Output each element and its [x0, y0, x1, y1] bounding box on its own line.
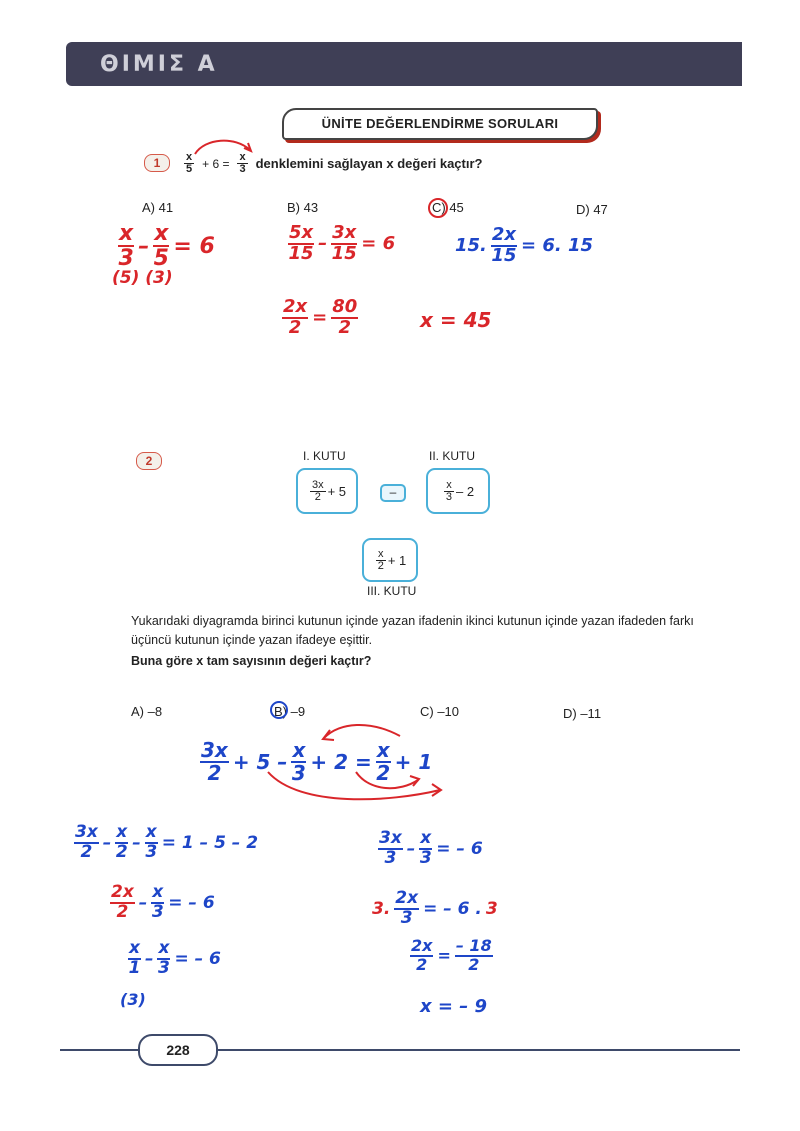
- page-number: 228: [138, 1034, 218, 1066]
- q2-work-left-3: x 1 – $\frac{x}{3}$ = – 6: [128, 938, 221, 978]
- question-1-number: 1: [144, 154, 170, 172]
- question-2-number: 2: [136, 452, 162, 470]
- q2-work-right-1: 3x 3 – $\frac{x}{3}$ = – 6: [379, 828, 483, 868]
- q2-option-a[interactable]: A) –8: [131, 704, 163, 719]
- q1-option-d[interactable]: D) 47: [576, 202, 608, 217]
- section-title: ÜNİTE DEĞERLENDİRME SORULARI: [321, 116, 559, 131]
- q2-work-left-mult: (3): [120, 990, 146, 1009]
- q2-option-c[interactable]: C) –10: [420, 704, 460, 719]
- box-2: $\frac{x}{3}$ – 2: [426, 468, 490, 514]
- q1-work-line-c: 15. $\frac{2x}{15}$ = 6. 15: [455, 224, 594, 266]
- q2-work-left-2: 2x 2 – $\frac{x}{3}$ = – 6: [111, 882, 215, 922]
- q2-work-right-2: 3. $\frac{2x}{3}$ = – 6 . 3: [372, 888, 498, 928]
- q1-answer-circle: [427, 197, 449, 219]
- q2-option-b[interactable]: B) –9: [274, 704, 306, 719]
- q2-work-right-3: $\frac{2x}{2}$ = $\frac{- 18}{2}$: [411, 936, 492, 974]
- question-2-paragraph: Yukarıdaki diyagramda birinci kutunun içinde yazan ifadenin ikinci kutunun içinde yazan ifadeden farkı üçüncü kutunun içinde yazan ifadeye eşittir.: [131, 614, 694, 647]
- footer-line-left: [60, 1049, 140, 1051]
- q1-option-a[interactable]: A) 41: [142, 200, 174, 215]
- eq-plus6: + 6 =: [202, 156, 230, 171]
- q1-work-line-a: x 3 – $\frac{x}{5}$ = 6: [118, 221, 215, 272]
- box-3-label: III. KUTU: [367, 584, 417, 598]
- footer-line-right: [218, 1049, 740, 1051]
- eq-frac-x3: $\frac{x}{3}$: [239, 151, 246, 175]
- q2-arrow-annotations: [260, 716, 450, 808]
- q1-work-multipliers: (5) (3): [112, 268, 173, 288]
- box-2-label: II. KUTU: [429, 449, 476, 463]
- q2-work-answer: x = – 9: [420, 996, 488, 1017]
- question-2-question: Buna göre x tam sayısının değeri kaçtır?: [131, 654, 372, 668]
- q1-work-answer: x = 45: [420, 308, 492, 332]
- q2-work-left-1: 3x 2 – x 2 – $\frac{x}{3}$ = 1 – 5 – 2: [75, 822, 259, 862]
- q2-option-d[interactable]: D) –11: [563, 706, 602, 721]
- eq-frac-x5: $\frac{x}{5}$: [186, 151, 193, 175]
- box-1: $\frac{3x}{2}$ + 5: [296, 468, 358, 514]
- q1-work-line-b: 5x 15 – $\frac{3x}{15}$ = 6: [288, 222, 396, 264]
- brand-logo: ΘΙΜΙΣ Α: [100, 52, 218, 77]
- q2-work-main: 3x 2 + 5 – x 3 + 2 = $\frac{x}{2}$ + 1: [201, 738, 433, 785]
- q1-option-c[interactable]: C) 45: [432, 200, 464, 215]
- q1-option-b[interactable]: B) 43: [287, 200, 319, 215]
- minus-operator: –: [380, 484, 406, 502]
- section-title-box: [282, 108, 598, 140]
- box-3: $\frac{x}{2}$ + 1: [362, 538, 418, 582]
- q1-work-line-d: $\frac{2x}{2}$ = $\frac{80}{2}$: [283, 296, 358, 338]
- box-1-label: I. KUTU: [303, 449, 346, 463]
- q1-arrow-annotation: [190, 136, 260, 160]
- question-1-text: denklemini sağlayan x değeri kaçtır?: [255, 156, 483, 171]
